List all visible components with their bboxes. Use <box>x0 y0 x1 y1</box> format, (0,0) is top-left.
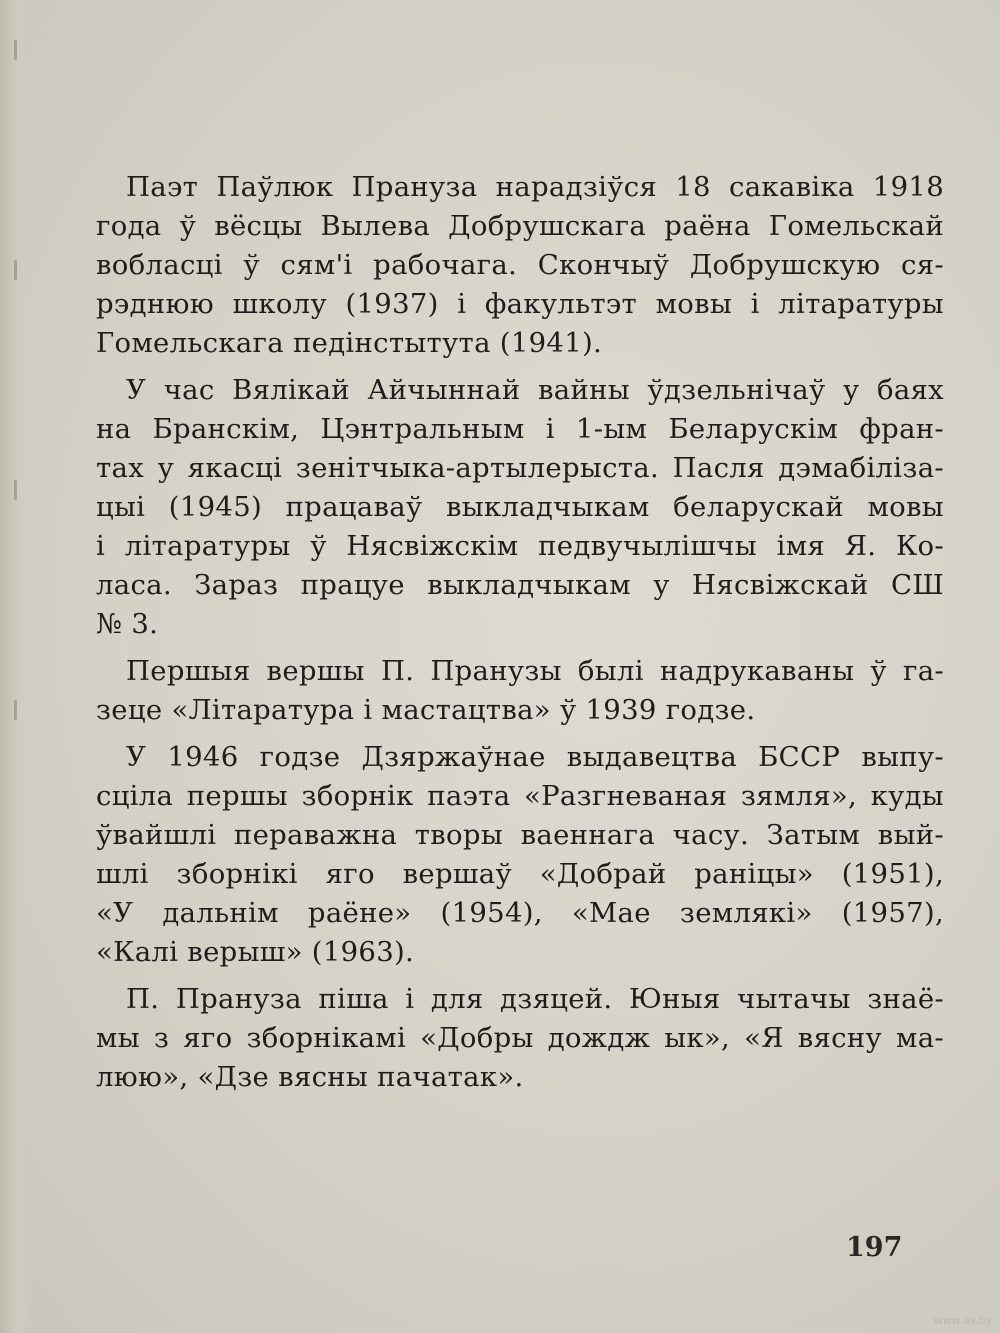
text-line: Гомельскага педінстытута (1941). <box>96 327 603 359</box>
watermark: www.ay.by <box>933 1314 992 1327</box>
binding-edge <box>0 0 30 1333</box>
text-line: сціла першы зборнік паэта «Разгневаная зямля», куды <box>96 780 944 812</box>
paragraph <box>96 738 944 972</box>
text-line: тах у якасці зенітчыка-артылерыста. Пасля дэмабіліза- <box>96 452 944 484</box>
text-line: зеце «Літаратура і мастацтва» ў 1939 годзе. <box>96 694 756 726</box>
text-line: рэднюю школу (1937) і факультэт мовы і літаратуры <box>96 288 944 320</box>
biography-text <box>96 168 944 1105</box>
text-line: на Бранскім, Цэнтральным і 1-ым Беларускім фран- <box>96 413 944 445</box>
text-line: ласа. Зараз працуе выкладчыкам у Нясвіжскай СШ <box>96 569 944 601</box>
text-line: П. Пранузa піша і для дзяцей. Юныя чытачы знаё- <box>126 983 944 1015</box>
paragraph <box>96 980 944 1097</box>
text-line: У час Вялікай Айчыннай вайны ўдзельнічаў у баях <box>126 374 944 406</box>
text-line: У 1946 годзе Дзяржаўнае выдавецтва БССР выпу- <box>126 741 944 773</box>
binding-stitch <box>14 480 17 500</box>
text-line: і літаратуры ў Нясвіжскім педвучылішчы імя Я. Ко- <box>96 530 944 562</box>
binding-stitch <box>14 700 17 720</box>
binding-stitch <box>14 260 17 280</box>
text-line: мы з яго зборнікамі «Добры дождж ык», «Я вясну ма- <box>96 1022 944 1054</box>
text-line: года ў вёсцы Вылева Добрушскага раёна Гомельскай <box>96 210 944 242</box>
paragraph <box>96 652 944 730</box>
text-line: «Калі верыш» (1963). <box>96 936 415 968</box>
text-line: шлі зборнікі яго вершаў «Добрай раніцы» (1951), <box>96 858 944 890</box>
binding-stitch <box>14 40 17 60</box>
text-line: вобласці ў сям'і рабочага. Скончыў Добрушскую ся- <box>96 249 944 281</box>
paragraph <box>96 168 944 363</box>
text-line: Паэт Паўлюк Пранузa нарадзіўся 18 сакавіка 1918 <box>126 171 944 203</box>
text-line: люю», «Дзе вясны пачатак». <box>96 1061 524 1093</box>
text-line: Першыя вершы П. Пранузы былі надрукаваны ў га- <box>126 655 944 687</box>
text-line: ўвайшлі пераважна творы ваеннага часу. Затым вый- <box>96 819 944 851</box>
text-line: цыі (1945) працаваў выкладчыкам беларускай мовы <box>96 491 944 523</box>
text-line: «У дальнім раёне» (1954), «Мае землякі» (1957), <box>96 897 944 929</box>
page-number: 197 <box>846 1232 903 1263</box>
paragraph <box>96 371 944 644</box>
text-line: № 3. <box>96 608 159 640</box>
